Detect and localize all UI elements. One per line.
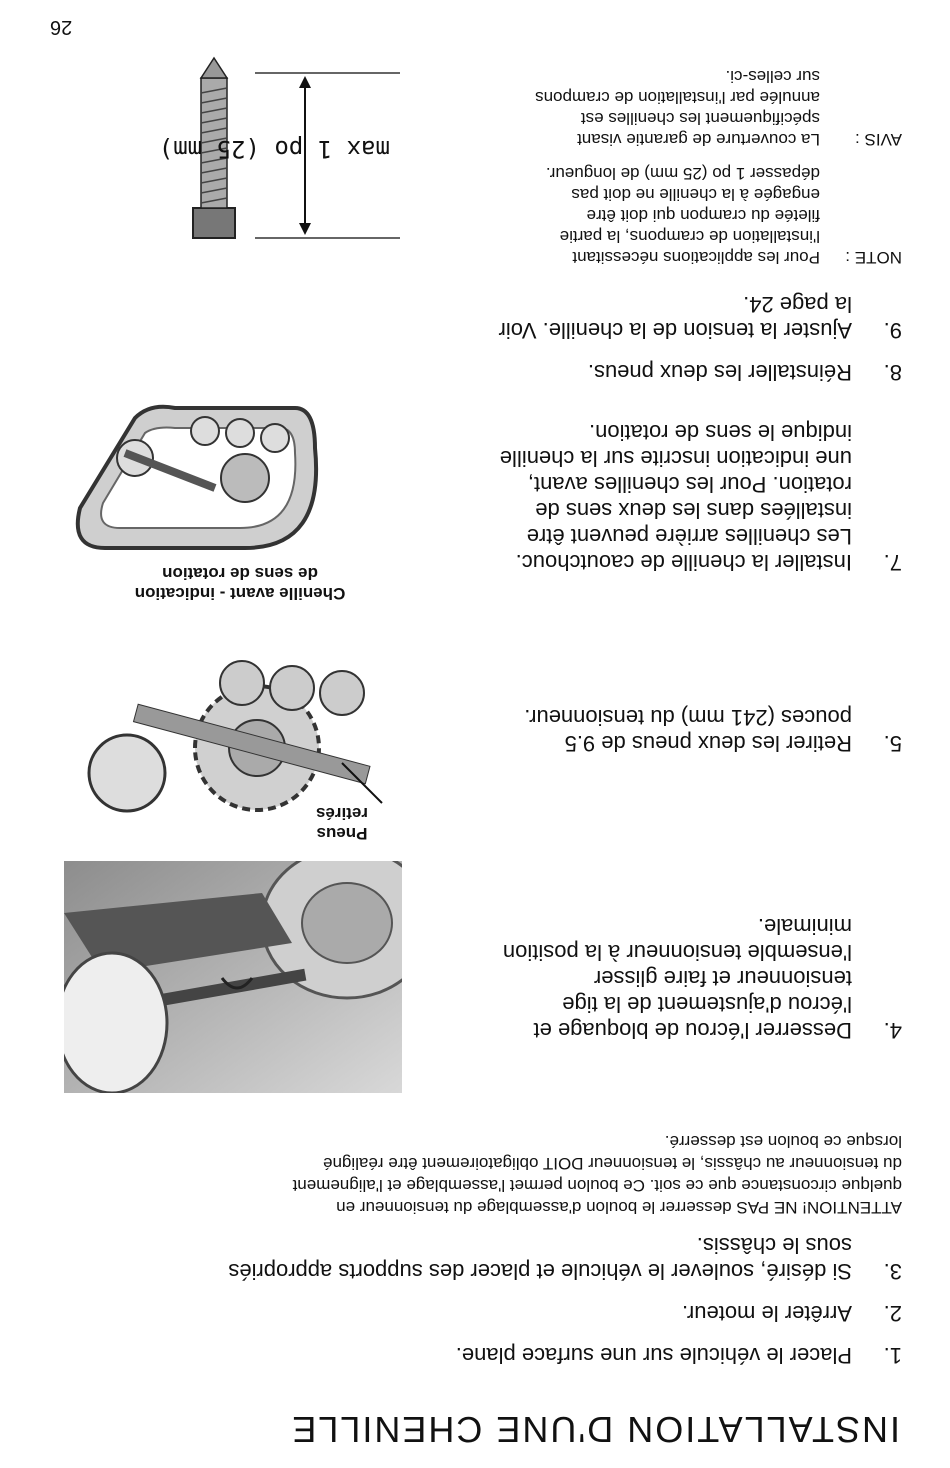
step-text: Installer la chenille de caoutchouc. Les chenilles arrière peuvent être installées dans les deux sens de rotation. Pour les chenilles avant, une indication inscrite sur la chenille indique le sens de rotation.	[499, 420, 852, 575]
step-text: Placer le véhicule sur une surface plane.	[455, 1343, 852, 1368]
step-text: Ajuster la tension de la chenille. Voir la page 24.	[498, 292, 852, 343]
step-number: 3.	[883, 1259, 902, 1284]
step-text: Réinstaller les deux pneus.	[587, 360, 852, 385]
step-7	[462, 410, 902, 575]
step-4	[462, 903, 902, 1043]
stud-length-label: max 1 po (25 mm)	[158, 135, 390, 163]
step-9	[462, 287, 902, 343]
note-label: NOTE :	[845, 248, 902, 267]
step-text: Si désiré, soulever le véhicule et placer des supports appropriés sous le châssis.	[228, 1233, 852, 1284]
step-5	[462, 696, 902, 756]
front-track-figure	[65, 398, 335, 568]
tensioner-photo	[64, 861, 402, 1093]
step-3	[42, 1228, 902, 1284]
step-8	[462, 355, 902, 385]
note-text: Pour les applications nécessitant l'installation de crampons, la partie filetée du crampon qui doit être engagée à la chenille ne doit pas dépasser 1 po (25 mm) de longueur.	[545, 164, 820, 267]
avis-label: AVIS :	[855, 130, 902, 149]
stud-figure	[75, 53, 405, 273]
step-text: Desserrer l'écrou de bloquage et l'écrou d'ajustement de la tige tensionneur et faire glisser l'ensemble tensionneur à la position minimale.	[502, 914, 852, 1043]
front-track-caption: Chenille avant - indication de sens de rotation	[134, 564, 346, 603]
step-1	[42, 1338, 902, 1368]
tires-removed-caption: Pneus retirés	[316, 804, 368, 843]
step-number: 4.	[883, 1018, 902, 1043]
step-number: 1.	[883, 1343, 902, 1368]
avis-block	[462, 60, 902, 150]
step-text: Retirer les deux pneus de 9.5 pouces (241 mm) du tensionneur.	[524, 705, 852, 756]
step-number: 7.	[883, 550, 902, 575]
step-text: Arrêter le moteur.	[682, 1301, 852, 1326]
avis-text: La couverture de garantie visant spécifiquement les chenilles est annulée par l'installation de crampons sur celles-ci.	[535, 67, 820, 149]
step-number: 8.	[883, 360, 902, 385]
step-number: 2.	[883, 1301, 902, 1326]
note-block	[462, 158, 902, 268]
step-2	[42, 1296, 902, 1326]
page-title: INSTALLATION D'UNE CHENILLE	[290, 1409, 900, 1450]
attention-warning: ATTENTION! NE PAS desserrer le boulon d'assemblage du tensionneur en quelque circonstance que ce soit. Ce boulon permet l'assemblage et l'alignement du tensionneur au châssis, le tensionneur DOIT obligatoirement être réaligné lorsque ce boulon est desserré.	[292, 1132, 902, 1217]
page-number: 26	[50, 16, 73, 38]
step-number: 9.	[883, 318, 902, 343]
step-number: 5.	[883, 731, 902, 756]
